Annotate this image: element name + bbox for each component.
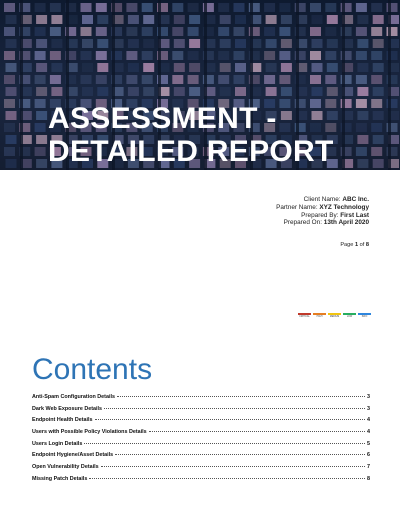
toc-entry-title: Dark Web Exposure Details	[32, 405, 103, 412]
building-window	[4, 99, 15, 108]
building-window	[128, 87, 139, 96]
building-window	[371, 27, 382, 36]
building-window	[371, 3, 382, 12]
building-window	[356, 123, 367, 132]
partner-name-label: Partner Name:	[276, 203, 318, 211]
building-window	[82, 39, 93, 48]
building-window	[266, 15, 277, 24]
report-title-line1: ASSESSMENT -	[48, 102, 277, 135]
page-total: 8	[365, 242, 369, 248]
building-window	[97, 39, 108, 48]
building-window	[357, 111, 368, 120]
building-window	[373, 135, 384, 144]
toc-leader-dots	[115, 454, 365, 455]
building-window	[325, 51, 336, 60]
building-window	[371, 147, 382, 156]
toc-entry[interactable]	[32, 476, 370, 488]
prepared-on-label: Prepared On:	[283, 219, 322, 227]
building-window	[356, 3, 367, 12]
building-window	[220, 39, 231, 48]
toc-entry-page: 6	[367, 452, 370, 459]
building-window	[4, 123, 15, 132]
building-window	[189, 15, 200, 24]
building-window	[310, 75, 321, 84]
building-column	[388, 0, 391, 170]
building-window	[35, 27, 46, 36]
building-window	[188, 75, 199, 84]
severity-color-bar	[358, 313, 371, 315]
report-title-line2: DETAILED REPORT	[48, 135, 334, 168]
severity-color-bar	[328, 313, 341, 315]
building-window	[279, 27, 290, 36]
building-window	[371, 99, 382, 108]
building-window	[35, 123, 46, 132]
building-window	[188, 51, 199, 60]
building-window	[279, 75, 290, 84]
building-window	[142, 27, 153, 36]
toc-entry-title: Open Vulnerability Details	[32, 464, 99, 471]
building-window	[327, 39, 338, 48]
building-window	[6, 63, 17, 72]
building-window	[6, 111, 17, 120]
building-window	[327, 63, 338, 72]
building-window	[312, 63, 323, 72]
building-window	[279, 51, 290, 60]
building-window	[50, 3, 61, 12]
building-window	[96, 51, 107, 60]
severity-item	[298, 313, 311, 319]
building-window	[50, 75, 61, 84]
prepared-on-row	[276, 219, 369, 227]
toc-entry[interactable]	[32, 394, 370, 406]
building-window	[143, 63, 154, 72]
building-window	[373, 159, 384, 168]
toc-entry-page: 3	[367, 405, 370, 412]
building-window	[281, 39, 292, 48]
building-window	[234, 27, 245, 36]
building-window	[4, 147, 15, 156]
building-window	[266, 63, 277, 72]
building-window	[143, 15, 154, 24]
contents-heading: Contents	[32, 353, 153, 386]
building-window	[174, 87, 185, 96]
building-window	[36, 159, 47, 168]
building-window	[373, 87, 384, 96]
building-window	[189, 39, 200, 48]
toc-entry[interactable]	[32, 452, 370, 464]
building-window	[357, 39, 368, 48]
building-window	[235, 87, 246, 96]
building-window	[281, 15, 292, 24]
building-window	[357, 159, 368, 168]
building-window	[126, 75, 137, 84]
building-window	[327, 87, 338, 96]
building-window	[96, 3, 107, 12]
building-window	[6, 159, 17, 168]
building-window	[97, 87, 108, 96]
building-window	[357, 87, 368, 96]
building-window	[235, 63, 246, 72]
building-window	[279, 3, 290, 12]
building-window	[174, 63, 185, 72]
toc-leader-dots	[104, 408, 365, 409]
building-window	[188, 3, 199, 12]
building-window	[356, 27, 367, 36]
building-window	[218, 27, 229, 36]
building-window	[126, 51, 137, 60]
toc-entry[interactable]	[32, 429, 370, 441]
building-window	[325, 3, 336, 12]
building-window	[81, 75, 92, 84]
client-name-label: Client Name:	[303, 196, 341, 203]
severity-color-bar	[343, 313, 356, 315]
building-window	[50, 27, 61, 36]
toc-entry-page: 5	[367, 440, 370, 447]
building-window	[50, 51, 61, 60]
building-window	[142, 75, 153, 84]
building-window	[264, 3, 275, 12]
prepared-on-value: 13th April 2020	[323, 219, 369, 227]
toc-entry-title: Users with Possible Policy Violations Details	[32, 429, 147, 436]
building-window	[325, 27, 336, 36]
building-window	[356, 75, 367, 84]
building-window	[235, 15, 246, 24]
building-window	[142, 51, 153, 60]
building-window	[36, 39, 47, 48]
severity-label: CRITICAL	[299, 316, 310, 318]
page-number	[340, 242, 369, 248]
building-window	[35, 75, 46, 84]
building-window	[128, 15, 139, 24]
building-window	[6, 15, 17, 24]
toc-entry-page: 8	[367, 475, 370, 482]
building-window	[172, 27, 183, 36]
building-window	[51, 63, 62, 72]
client-name-row	[276, 196, 369, 204]
toc-entry-page: 3	[367, 394, 370, 400]
building-window	[96, 27, 107, 36]
building-window	[36, 87, 47, 96]
severity-legend	[298, 313, 371, 319]
building-window	[174, 39, 185, 48]
building-window	[357, 63, 368, 72]
building-window	[310, 3, 321, 12]
toc-leader-dots	[149, 431, 365, 432]
building-window	[4, 51, 15, 60]
building-window	[143, 39, 154, 48]
building-window	[6, 39, 17, 48]
toc-entry[interactable]	[32, 406, 370, 418]
toc-leader-dots	[89, 478, 365, 479]
building-window	[36, 111, 47, 120]
building-window	[35, 51, 46, 60]
building-window	[142, 3, 153, 12]
building-window	[218, 3, 229, 12]
building-window	[126, 3, 137, 12]
building-window	[35, 99, 46, 108]
building-window	[264, 51, 275, 60]
toc-entry-page: 4	[367, 417, 370, 424]
building-window	[371, 123, 382, 132]
partner-name-row	[276, 204, 369, 212]
table-of-contents	[32, 394, 370, 488]
building-window	[189, 87, 200, 96]
building-window	[51, 39, 62, 48]
severity-item	[358, 313, 371, 319]
building-window	[356, 51, 367, 60]
toc-entry-title: Endpoint Health Details	[32, 417, 93, 424]
building-window	[188, 27, 199, 36]
building-window	[81, 27, 92, 36]
toc-entry-page: 4	[367, 429, 370, 436]
building-window	[4, 27, 15, 36]
building-window	[6, 135, 17, 144]
building-window	[220, 63, 231, 72]
building-window	[128, 39, 139, 48]
severity-item	[313, 313, 326, 319]
building-window	[281, 63, 292, 72]
building-window	[36, 63, 47, 72]
severity-label: HIGH	[316, 316, 323, 318]
building-column	[342, 0, 345, 170]
building-window	[234, 75, 245, 84]
partner-name-value: XYZ Technology	[319, 203, 369, 211]
building-window	[371, 75, 382, 84]
toc-entry[interactable]	[32, 464, 370, 476]
building-window	[235, 39, 246, 48]
building-window	[36, 135, 47, 144]
building-window	[4, 3, 15, 12]
building-window	[220, 15, 231, 24]
building-window	[264, 27, 275, 36]
building-window	[82, 87, 93, 96]
page-current: 1	[354, 242, 359, 248]
building-window	[357, 15, 368, 24]
toc-entry[interactable]	[32, 441, 370, 453]
building-window	[143, 87, 154, 96]
cover-photo	[0, 0, 400, 170]
building-window	[35, 147, 46, 156]
building-window	[373, 39, 384, 48]
toc-entry-page: 7	[367, 464, 370, 471]
severity-color-bar	[313, 313, 326, 315]
severity-label: LOW	[346, 316, 353, 318]
building-window	[128, 63, 139, 72]
building-window	[325, 75, 336, 84]
prepared-by-label: Prepared By:	[301, 211, 339, 219]
toc-entry[interactable]	[32, 417, 370, 429]
building-window	[126, 27, 137, 36]
toc-leader-dots	[117, 396, 365, 397]
building-window	[82, 15, 93, 24]
building-column	[20, 0, 23, 170]
building-window	[35, 3, 46, 12]
building-window	[327, 15, 338, 24]
severity-label: INFO	[361, 316, 368, 318]
building-window	[36, 15, 47, 24]
building-window	[172, 51, 183, 60]
building-window	[82, 63, 93, 72]
building-window	[81, 51, 92, 60]
page-sep: of	[359, 242, 365, 248]
toc-entry-title: Endpoint Hygiene/Asset Details	[32, 452, 114, 459]
building-window	[51, 87, 62, 96]
toc-entry-title: Missing Patch Details	[32, 475, 88, 482]
severity-color-bar	[298, 313, 311, 315]
building-window	[174, 15, 185, 24]
building-window	[96, 75, 107, 84]
building-window	[218, 75, 229, 84]
building-window	[312, 39, 323, 48]
severity-item	[343, 313, 356, 319]
toc-entry-title: Users Login Details	[32, 440, 83, 447]
client-name-value: ABC Inc.	[342, 196, 369, 203]
building-window	[310, 51, 321, 60]
building-window	[220, 87, 231, 96]
building-window	[373, 15, 384, 24]
building-window	[172, 3, 183, 12]
building-window	[97, 15, 108, 24]
building-window	[266, 87, 277, 96]
building-window	[234, 51, 245, 60]
building-window	[81, 3, 92, 12]
report-title	[48, 102, 334, 168]
building-window	[371, 51, 382, 60]
building-window	[97, 63, 108, 72]
building-window	[356, 147, 367, 156]
building-window	[264, 75, 275, 84]
building-window	[51, 15, 62, 24]
building-window	[373, 63, 384, 72]
building-window	[356, 99, 367, 108]
client-info	[276, 196, 369, 227]
building-window	[172, 75, 183, 84]
building-window	[312, 87, 323, 96]
prepared-by-row	[276, 212, 369, 220]
building-window	[357, 135, 368, 144]
toc-leader-dots	[101, 466, 365, 467]
building-window	[234, 3, 245, 12]
building-window	[310, 27, 321, 36]
toc-entry-title: Anti-Spam Configuration Details	[32, 394, 115, 400]
page-prefix: Page	[340, 242, 354, 248]
toc-leader-dots	[95, 419, 366, 420]
building-window	[281, 87, 292, 96]
prepared-by-value: First Last	[340, 211, 369, 219]
building-window	[312, 15, 323, 24]
building-window	[4, 75, 15, 84]
building-window	[6, 87, 17, 96]
building-window	[189, 63, 200, 72]
building-window	[373, 111, 384, 120]
building-window	[218, 51, 229, 60]
toc-leader-dots	[84, 443, 365, 444]
building-window	[266, 39, 277, 48]
severity-item	[328, 313, 341, 319]
severity-label: MEDIUM	[329, 316, 340, 318]
